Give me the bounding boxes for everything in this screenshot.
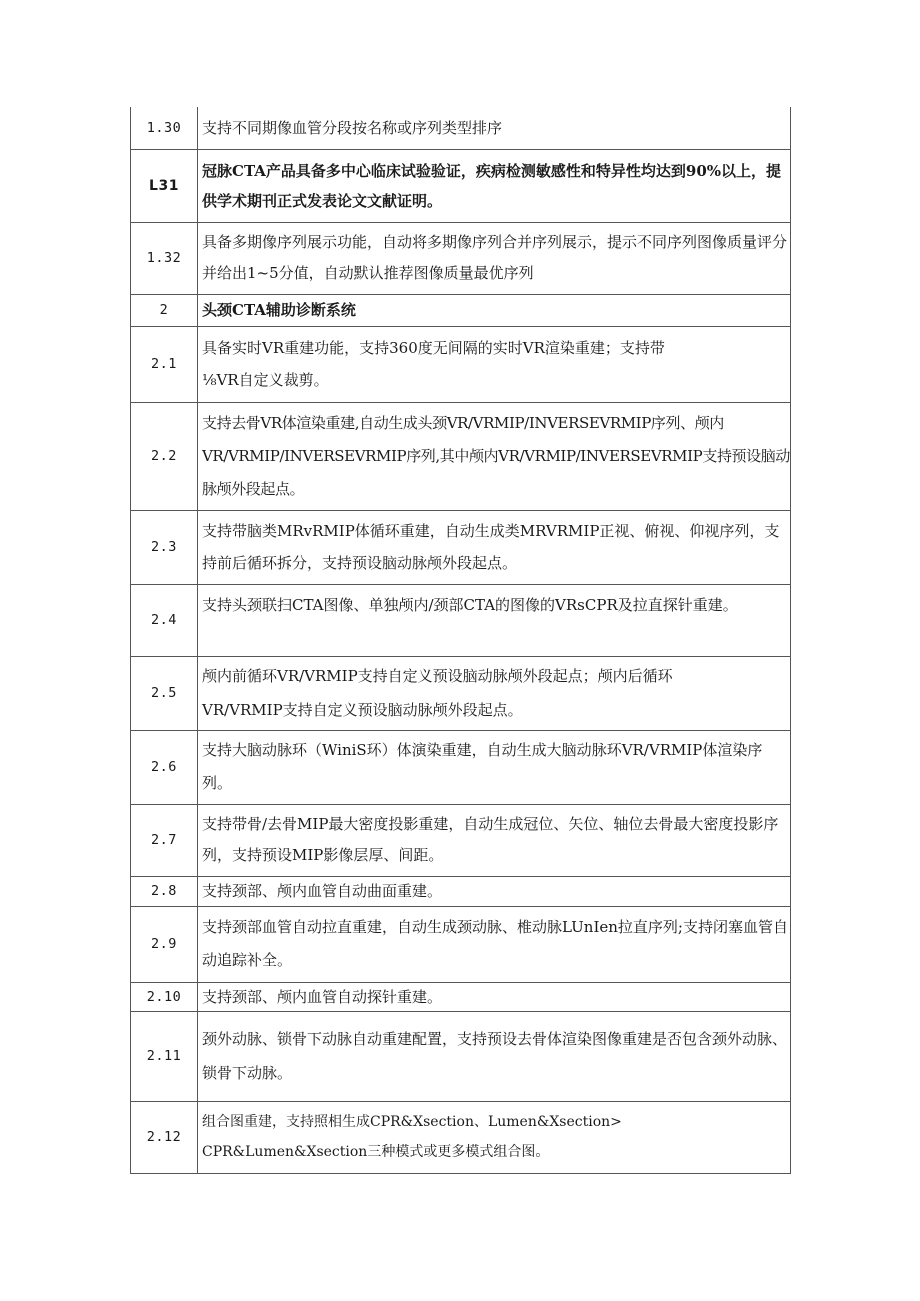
table-row — [131, 326, 791, 402]
row-number: 2.11 — [131, 1011, 198, 1101]
table-row — [131, 906, 791, 982]
table-row — [131, 149, 791, 222]
row-text-line1: 组合图重建，支持照相生成CPR&Xsection、Lumen&Xsection> — [202, 1114, 622, 1130]
row-text — [198, 1101, 791, 1173]
row-number: 1.30 — [131, 107, 198, 149]
row-text: 冠脉CTA产品具备多中心临床试验验证，疾病检测敏感性和特异性均达到90%以上，提供学术期刊正式发表论文文献证明。 — [198, 149, 791, 222]
row-text-line2: VR/VRMIP支持自定义预设脑动脉颅外段起点。 — [202, 701, 523, 719]
row-text: 支持颈部血管自动拉直重建，自动生成颈动脉、椎动脉LUnIen拉直序列;支持闭塞血管自动追踪补全。 — [198, 906, 791, 982]
table-row — [131, 222, 791, 294]
row-number: 2.4 — [131, 584, 198, 656]
row-text — [198, 656, 791, 730]
row-text — [198, 326, 791, 402]
spec-table — [130, 107, 791, 1174]
row-number: 2.10 — [131, 982, 198, 1011]
row-text: 支持头颈联扫CTA图像、单独颅内/颈部CTA的图像的VRsCPR及拉直探针重建。 — [198, 584, 791, 656]
row-text: 支持颈部、颅内血管自动曲面重建。 — [198, 876, 791, 906]
row-text: 支持去骨VR体渲染重建,自动生成头颈VR/VRMIP/INVERSEVRMIP序列、颅内VR/VRMIP/INVERSEVRMIP序列,其中颅内VR/VRMIP/INVERSEVRMIP支持预设脑动脉颅外段起点。 — [198, 402, 791, 510]
row-number: 2.12 — [131, 1101, 198, 1173]
row-text: 支持带骨/去骨MIP最大密度投影重建，自动生成冠位、矢位、轴位去骨最大密度投影序列，支持预设MIP影像层厚、间距。 — [198, 804, 791, 876]
row-number: L31 — [131, 149, 198, 222]
table-row — [131, 1101, 791, 1173]
row-text: 支持颈部、颅内血管自动探针重建。 — [198, 982, 791, 1011]
row-text: 支持大脑动脉环（WiniS环）体演染重建，自动生成大脑动脉环VR/VRMIP体渲染序列。 — [198, 730, 791, 804]
row-text: 支持带脑类MRvRMIP体循环重建，自动生成类MRVRMIP正视、俯视、仰视序列，支持前后循环拆分，支持预设脑动脉颅外段起点。 — [198, 510, 791, 584]
row-text-line2: CPR&Lumen&Xsection三种模式或更多模式组合图。 — [202, 1144, 550, 1160]
row-number: 2.5 — [131, 656, 198, 730]
table-row — [131, 1011, 791, 1101]
row-text-line1: 颅内前循环VR/VRMIP支持自定义预设脑动脉颅外段起点；颅内后循环 — [202, 667, 673, 685]
row-number: 2.1 — [131, 326, 198, 402]
table-row — [131, 876, 791, 906]
row-text: 支持不同期像血管分段按名称或序列类型排序 — [198, 107, 791, 149]
row-number: 2.2 — [131, 402, 198, 510]
row-text: 颈外动脉、锁骨下动脉自动重建配置，支持预设去骨体渲染图像重建是否包含颈外动脉、锁骨下动脉。 — [198, 1011, 791, 1101]
table-row — [131, 982, 791, 1011]
row-text-line1: 具备实时VR重建功能，支持360度无间隔的实时VR渲染重建；支持带 — [202, 339, 665, 357]
row-text: 具备多期像序列展示功能，自动将多期像序列合并序列展示，提示不同序列图像质量评分并给出1~5分值，自动默认推荐图像质量最优序列 — [198, 222, 791, 294]
row-number: 2.8 — [131, 876, 198, 906]
row-text-line2: ⅛VR自定义裁剪。 — [202, 371, 329, 389]
table-row — [131, 584, 791, 656]
row-number: 1.32 — [131, 222, 198, 294]
row-number: 2 — [131, 294, 198, 326]
row-number: 2.7 — [131, 804, 198, 876]
row-number: 2.3 — [131, 510, 198, 584]
row-number: 2.9 — [131, 906, 198, 982]
table-row — [131, 107, 791, 149]
row-number: 2.6 — [131, 730, 198, 804]
table-row — [131, 730, 791, 804]
table-row — [131, 804, 791, 876]
table-row — [131, 294, 791, 326]
table-row — [131, 656, 791, 730]
table-row — [131, 402, 791, 510]
row-heading: 头颈CTA辅助诊断系统 — [198, 294, 791, 326]
table-row — [131, 510, 791, 584]
